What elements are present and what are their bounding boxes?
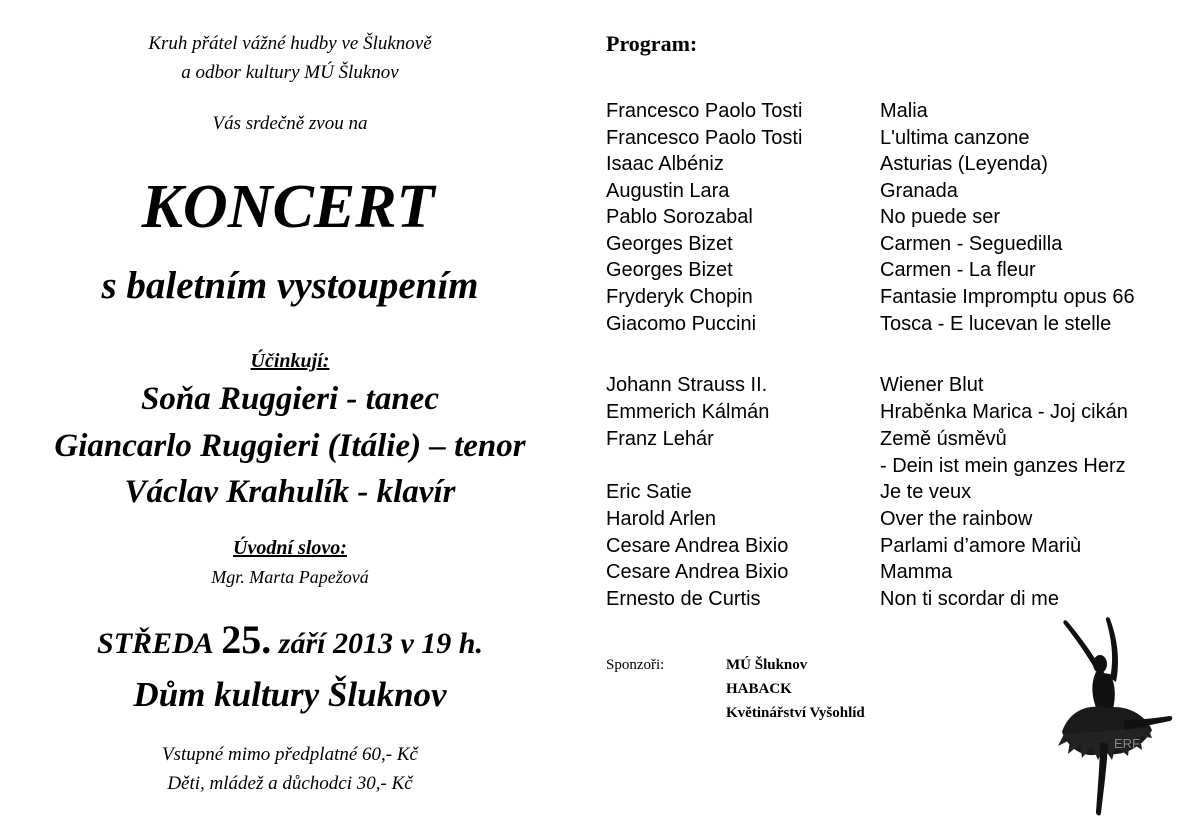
performer-1: Soňa Ruggieri - tanec — [141, 381, 439, 417]
piece: Malia — [880, 100, 928, 122]
composer: Harold Arlen — [606, 508, 717, 530]
organizer-line-1: Kruh přátel vážné hudby ve Šluknově — [148, 33, 432, 54]
composer: Cesare Andrea Bixio — [606, 561, 789, 583]
piece: L'ultima canzone — [880, 127, 1030, 149]
sponsors-label: Sponzoři: — [606, 657, 665, 673]
invite-line: Vás srdečně zvou na — [212, 113, 368, 134]
piece: No puede ser — [880, 206, 1001, 228]
piece: Hraběnka Marica - Joj cikán — [880, 401, 1128, 423]
ballerina-silhouette-icon — [1040, 612, 1175, 822]
piece: Wiener Blut — [880, 374, 984, 396]
concert-date — [0, 616, 580, 663]
sponsor-1: MÚ Šluknov — [726, 657, 808, 673]
piece: Carmen - Seguedilla — [880, 233, 1063, 255]
composer: Francesco Paolo Tosti — [606, 100, 803, 122]
price-line-1: Vstupné mimo předplatné 60,- Kč — [162, 744, 418, 765]
performer-3: Václav Krahulík - klavír — [124, 474, 456, 510]
date-day: 25. — [221, 617, 272, 662]
piece: Asturias (Leyenda) — [880, 153, 1048, 175]
performers-heading: Účinkují: — [250, 350, 330, 372]
concert-subtitle: s baletním vystoupením — [101, 264, 479, 307]
composer: Ernesto de Curtis — [606, 588, 761, 610]
composer: Eric Satie — [606, 481, 692, 503]
composer: Emmerich Kálmán — [606, 401, 770, 423]
composer: Georges Bizet — [606, 233, 733, 255]
composer: Fryderyk Chopin — [606, 286, 753, 308]
sponsor-2: HABACK — [726, 681, 792, 697]
intro-heading: Úvodní slovo: — [233, 537, 347, 559]
composer: Johann Strauss II. — [606, 374, 768, 396]
composer: Cesare Andrea Bixio — [606, 535, 789, 557]
piece: Tosca - E lucevan le stelle — [880, 313, 1112, 335]
intro-speaker: Mgr. Marta Papežová — [211, 567, 369, 587]
price-line-2: Děti, mládež a důchodci 30,- Kč — [167, 773, 413, 794]
date-month-time: září 2013 v 19 h. — [278, 627, 483, 660]
piece: Fantasie Impromptu opus 66 — [880, 286, 1135, 308]
piece: Země úsměvů — [880, 428, 1007, 450]
venue: Dům kultury Šluknov — [133, 675, 447, 714]
composer: Franz Lehár — [606, 428, 714, 450]
piece: Parlami d’amore Mariù — [880, 535, 1082, 557]
composer: Georges Bizet — [606, 259, 733, 281]
svg-text:ERF: ERF — [1114, 736, 1140, 751]
invitation-panel — [0, 0, 580, 833]
program-title: Program: — [606, 31, 698, 56]
concert-title: KONCERT — [141, 173, 435, 241]
composer: Isaac Albéniz — [606, 153, 724, 175]
piece: Over the rainbow — [880, 508, 1033, 530]
composer: Pablo Sorozabal — [606, 206, 753, 228]
piece: - Dein ist mein ganzes Herz — [880, 455, 1126, 477]
composer: Giacomo Puccini — [606, 313, 757, 335]
piece: Carmen - La fleur — [880, 259, 1036, 281]
sponsor-3: Květinářství Vyšohlíd — [726, 705, 865, 721]
composer: Augustin Lara — [606, 180, 730, 202]
composer: Francesco Paolo Tosti — [606, 127, 803, 149]
piece: Mamma — [880, 561, 953, 583]
piece: Granada — [880, 180, 958, 202]
organizer-line-2: a odbor kultury MÚ Šluknov — [181, 62, 399, 83]
date-weekday: STŘEDA — [97, 627, 214, 660]
piece: Non ti scordar di me — [880, 588, 1059, 610]
performer-2: Giancarlo Ruggieri (Itálie) – tenor — [54, 428, 526, 464]
piece: Je te veux — [880, 481, 972, 503]
